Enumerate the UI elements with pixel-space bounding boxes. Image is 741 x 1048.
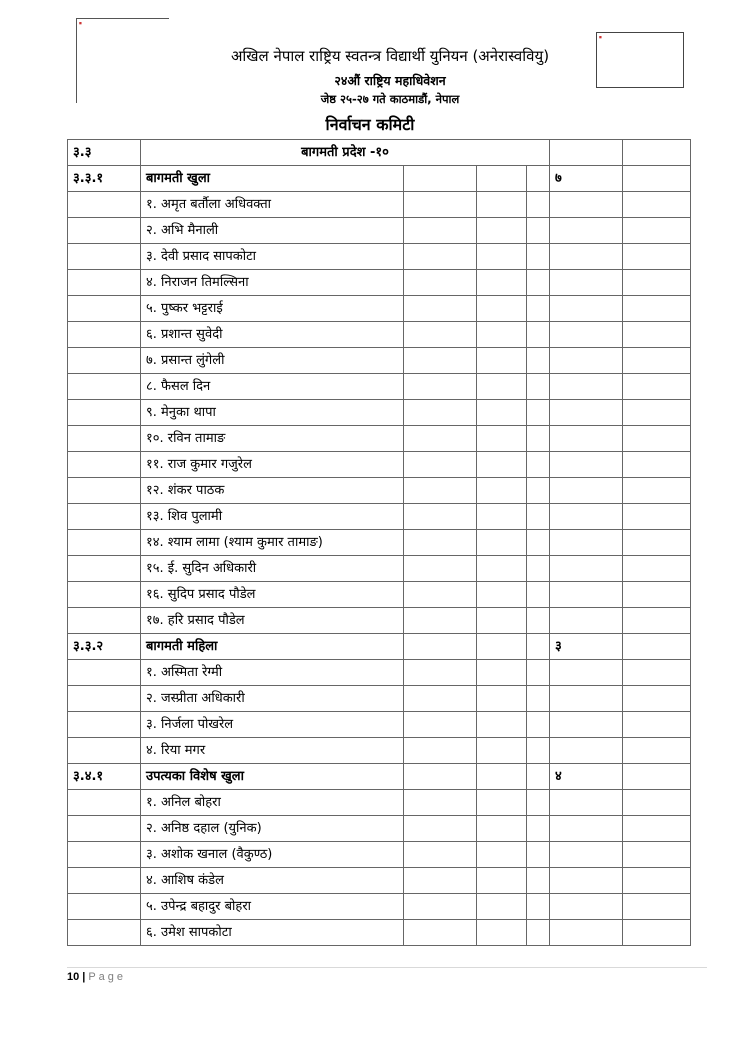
member-name: २. जस्प्रीता अधिकारी: [141, 686, 404, 712]
member-name: १. अनिल बोहरा: [141, 790, 404, 816]
empty-cell: [527, 218, 550, 244]
empty-cell: [623, 582, 691, 608]
member-row: [68, 686, 691, 712]
empty-cell: [527, 348, 550, 374]
empty-cell: [477, 608, 527, 634]
empty-cell: [477, 296, 527, 322]
member-row: [68, 608, 691, 634]
logo-right-icon: ■: [599, 35, 602, 39]
empty-cell: [550, 374, 623, 400]
member-row: [68, 478, 691, 504]
empty-cell: [623, 166, 691, 192]
empty-cell: [68, 790, 141, 816]
empty-cell: [477, 556, 527, 582]
empty-cell: [477, 686, 527, 712]
empty-cell: [477, 816, 527, 842]
member-row: [68, 842, 691, 868]
page-title: निर्वाचन कमिटी: [325, 115, 415, 134]
empty-cell: [527, 816, 550, 842]
empty-cell: [404, 296, 477, 322]
member-row: [68, 322, 691, 348]
member-row: [68, 582, 691, 608]
section-row: [68, 634, 691, 660]
empty-cell: [623, 660, 691, 686]
member-name: १५. ई. सुदिन अधिकारी: [141, 556, 404, 582]
empty-cell: [477, 842, 527, 868]
empty-cell: [404, 244, 477, 270]
empty-cell: [623, 140, 691, 166]
member-row: [68, 790, 691, 816]
empty-cell: [623, 270, 691, 296]
empty-cell: [477, 530, 527, 556]
empty-cell: [477, 712, 527, 738]
empty-cell: [477, 920, 527, 946]
empty-cell: [623, 244, 691, 270]
member-row: [68, 374, 691, 400]
empty-cell: [527, 894, 550, 920]
empty-cell: [68, 348, 141, 374]
member-name: ५. उपेन्द्र बहादुर बोहरा: [141, 894, 404, 920]
empty-cell: [527, 400, 550, 426]
empty-cell: [68, 218, 141, 244]
empty-cell: [623, 452, 691, 478]
empty-cell: [68, 556, 141, 582]
section-label: बागमती खुला: [141, 166, 404, 192]
empty-cell: [68, 660, 141, 686]
empty-cell: [623, 426, 691, 452]
empty-cell: [404, 608, 477, 634]
empty-cell: [527, 530, 550, 556]
member-row: [68, 400, 691, 426]
empty-cell: [527, 634, 550, 660]
empty-cell: [527, 504, 550, 530]
section-code: ३.३.१: [68, 166, 141, 192]
empty-cell: [68, 582, 141, 608]
empty-cell: [477, 400, 527, 426]
empty-cell: [404, 374, 477, 400]
member-row: [68, 270, 691, 296]
province-row: [68, 140, 691, 166]
empty-cell: [623, 816, 691, 842]
empty-cell: [404, 400, 477, 426]
member-name: ५. पुष्कर भट्टराई: [141, 296, 404, 322]
empty-cell: [623, 348, 691, 374]
empty-cell: [550, 660, 623, 686]
member-name: २. अनिष्ठ दहाल (युनिक): [141, 816, 404, 842]
member-name: ११. राज कुमार गजुरेल: [141, 452, 404, 478]
empty-cell: [404, 712, 477, 738]
empty-cell: [527, 842, 550, 868]
empty-cell: [623, 842, 691, 868]
empty-cell: [550, 530, 623, 556]
empty-cell: [550, 296, 623, 322]
empty-cell: [68, 322, 141, 348]
empty-cell: [68, 868, 141, 894]
empty-cell: [550, 218, 623, 244]
member-row: [68, 868, 691, 894]
empty-cell: [550, 270, 623, 296]
empty-cell: [550, 322, 623, 348]
section-label: बागमती महिला: [141, 634, 404, 660]
empty-cell: [404, 582, 477, 608]
member-name: ३. निर्जला पोखरेल: [141, 712, 404, 738]
empty-cell: [623, 478, 691, 504]
empty-cell: [68, 478, 141, 504]
empty-cell: [527, 452, 550, 478]
empty-cell: [404, 166, 477, 192]
empty-cell: [550, 192, 623, 218]
empty-cell: [550, 894, 623, 920]
empty-cell: [404, 738, 477, 764]
empty-cell: [404, 218, 477, 244]
empty-cell: [404, 816, 477, 842]
member-row: [68, 894, 691, 920]
empty-cell: [623, 192, 691, 218]
province-label: बागमती प्रदेश -१०: [141, 140, 550, 166]
empty-cell: [527, 790, 550, 816]
convention-name: २४औं राष्ट्रिय महाधिवेशन: [334, 73, 446, 88]
empty-cell: [623, 634, 691, 660]
org-name: अखिल नेपाल राष्ट्रिय स्वतन्त्र विद्यार्थी युनियन (अनेरास्ववियु): [230, 47, 550, 65]
empty-cell: [550, 712, 623, 738]
empty-cell: [68, 712, 141, 738]
empty-cell: [68, 192, 141, 218]
section-seat-count: ४: [550, 764, 623, 790]
empty-cell: [550, 400, 623, 426]
section-row: [68, 166, 691, 192]
empty-cell: [68, 244, 141, 270]
member-name: ९. मेनुका थापा: [141, 400, 404, 426]
section-seat-count: ३: [550, 634, 623, 660]
empty-cell: [550, 868, 623, 894]
empty-cell: [527, 738, 550, 764]
empty-cell: [477, 868, 527, 894]
empty-cell: [68, 530, 141, 556]
empty-cell: [527, 426, 550, 452]
province-code: ३.३: [68, 140, 141, 166]
empty-cell: [68, 816, 141, 842]
empty-cell: [550, 452, 623, 478]
empty-cell: [68, 452, 141, 478]
empty-cell: [623, 712, 691, 738]
empty-cell: [404, 686, 477, 712]
member-row: [68, 452, 691, 478]
empty-cell: [550, 816, 623, 842]
logo-left: [76, 18, 169, 103]
member-row: [68, 816, 691, 842]
empty-cell: [68, 270, 141, 296]
empty-cell: [527, 296, 550, 322]
empty-cell: [477, 452, 527, 478]
empty-cell: [527, 244, 550, 270]
empty-cell: [623, 296, 691, 322]
election-committee-table: [67, 139, 691, 946]
empty-cell: [527, 920, 550, 946]
member-name: ३. अशोक खनाल (वैकुण्ठ): [141, 842, 404, 868]
member-row: [68, 660, 691, 686]
empty-cell: [527, 478, 550, 504]
page-footer: [67, 971, 126, 983]
empty-cell: [404, 764, 477, 790]
member-name: २. अभि मैनाली: [141, 218, 404, 244]
section-row: [68, 764, 691, 790]
member-row: [68, 920, 691, 946]
empty-cell: [527, 270, 550, 296]
empty-cell: [623, 868, 691, 894]
empty-cell: [68, 738, 141, 764]
empty-cell: [527, 374, 550, 400]
empty-cell: [527, 764, 550, 790]
empty-cell: [623, 504, 691, 530]
empty-cell: [527, 608, 550, 634]
empty-cell: [527, 322, 550, 348]
empty-cell: [477, 426, 527, 452]
empty-cell: [404, 322, 477, 348]
member-name: १. अस्मिता रेग्मी: [141, 660, 404, 686]
section-code: ३.३.२: [68, 634, 141, 660]
empty-cell: [623, 374, 691, 400]
member-name: ८. फैसल दिन: [141, 374, 404, 400]
member-row: [68, 426, 691, 452]
empty-cell: [477, 790, 527, 816]
empty-cell: [404, 504, 477, 530]
empty-cell: [477, 478, 527, 504]
empty-cell: [623, 738, 691, 764]
empty-cell: [527, 712, 550, 738]
member-name: ३. देवी प्रसाद सापकोटा: [141, 244, 404, 270]
page-label: Page: [88, 971, 127, 983]
page-number: 10: [67, 971, 80, 983]
empty-cell: [550, 348, 623, 374]
member-name: १६. सुदिप प्रसाद पौडेल: [141, 582, 404, 608]
empty-cell: [527, 686, 550, 712]
empty-cell: [68, 920, 141, 946]
convention-date-place: जेष्ठ २५-२७ गते काठमाडौं, नेपाल: [320, 92, 460, 106]
empty-cell: [477, 738, 527, 764]
member-row: [68, 530, 691, 556]
empty-cell: [477, 322, 527, 348]
empty-cell: [550, 140, 623, 166]
empty-cell: [550, 738, 623, 764]
member-row: [68, 504, 691, 530]
empty-cell: [404, 634, 477, 660]
member-name: १२. शंकर पाठक: [141, 478, 404, 504]
empty-cell: [477, 270, 527, 296]
empty-cell: [477, 192, 527, 218]
empty-cell: [477, 218, 527, 244]
empty-cell: [550, 244, 623, 270]
member-row: [68, 712, 691, 738]
empty-cell: [68, 686, 141, 712]
member-row: [68, 192, 691, 218]
empty-cell: [550, 686, 623, 712]
member-name: १७. हरि प्रसाद पौडेल: [141, 608, 404, 634]
member-name: ६. प्रशान्त सुवेदी: [141, 322, 404, 348]
section-seat-count: ७: [550, 166, 623, 192]
empty-cell: [404, 530, 477, 556]
empty-cell: [404, 192, 477, 218]
empty-cell: [68, 504, 141, 530]
empty-cell: [404, 868, 477, 894]
member-row: [68, 348, 691, 374]
empty-cell: [550, 556, 623, 582]
empty-cell: [477, 244, 527, 270]
empty-cell: [477, 166, 527, 192]
empty-cell: [404, 452, 477, 478]
empty-cell: [404, 348, 477, 374]
empty-cell: [623, 400, 691, 426]
member-row: [68, 244, 691, 270]
empty-cell: [550, 478, 623, 504]
empty-cell: [404, 426, 477, 452]
empty-cell: [477, 582, 527, 608]
empty-cell: [404, 920, 477, 946]
logo-left-icon: ■: [79, 21, 82, 25]
member-name: ४. आशिष कंडेल: [141, 868, 404, 894]
empty-cell: [404, 790, 477, 816]
member-name: १०. रविन तामाङ: [141, 426, 404, 452]
empty-cell: [623, 920, 691, 946]
member-row: [68, 738, 691, 764]
empty-cell: [68, 426, 141, 452]
empty-cell: [550, 426, 623, 452]
empty-cell: [404, 478, 477, 504]
member-name: ४. निराजन तिमल्सिना: [141, 270, 404, 296]
empty-cell: [477, 504, 527, 530]
empty-cell: [550, 790, 623, 816]
empty-cell: [527, 868, 550, 894]
member-name: ४. रिया मगर: [141, 738, 404, 764]
member-name: १. अमृत बर्तौला अधिवक्ता: [141, 192, 404, 218]
footer-separator: |: [82, 971, 86, 983]
section-code: ३.४.१: [68, 764, 141, 790]
empty-cell: [623, 686, 691, 712]
empty-cell: [68, 296, 141, 322]
empty-cell: [527, 582, 550, 608]
empty-cell: [623, 894, 691, 920]
footer-divider: [67, 967, 707, 968]
member-row: [68, 556, 691, 582]
empty-cell: [527, 192, 550, 218]
empty-cell: [477, 764, 527, 790]
member-name: ७. प्रसान्त लुंगेली: [141, 348, 404, 374]
empty-cell: [527, 556, 550, 582]
empty-cell: [68, 374, 141, 400]
empty-cell: [550, 504, 623, 530]
empty-cell: [68, 608, 141, 634]
empty-cell: [477, 348, 527, 374]
empty-cell: [404, 556, 477, 582]
empty-cell: [550, 842, 623, 868]
empty-cell: [477, 660, 527, 686]
empty-cell: [404, 270, 477, 296]
section-label: उपत्यका विशेष खुला: [141, 764, 404, 790]
empty-cell: [68, 894, 141, 920]
empty-cell: [623, 764, 691, 790]
empty-cell: [527, 166, 550, 192]
empty-cell: [623, 218, 691, 244]
empty-cell: [623, 556, 691, 582]
empty-cell: [527, 660, 550, 686]
empty-cell: [477, 374, 527, 400]
member-row: [68, 296, 691, 322]
empty-cell: [477, 634, 527, 660]
empty-cell: [550, 608, 623, 634]
empty-cell: [623, 322, 691, 348]
empty-cell: [550, 920, 623, 946]
empty-cell: [550, 582, 623, 608]
empty-cell: [68, 842, 141, 868]
member-name: १४. श्याम लामा (श्याम कुमार तामाङ): [141, 530, 404, 556]
empty-cell: [477, 894, 527, 920]
empty-cell: [404, 894, 477, 920]
empty-cell: [404, 842, 477, 868]
empty-cell: [404, 660, 477, 686]
empty-cell: [623, 790, 691, 816]
member-row: [68, 218, 691, 244]
empty-cell: [68, 400, 141, 426]
empty-cell: [623, 530, 691, 556]
empty-cell: [623, 608, 691, 634]
member-name: ६. उमेश सापकोटा: [141, 920, 404, 946]
member-name: १३. शिव पुलामी: [141, 504, 404, 530]
